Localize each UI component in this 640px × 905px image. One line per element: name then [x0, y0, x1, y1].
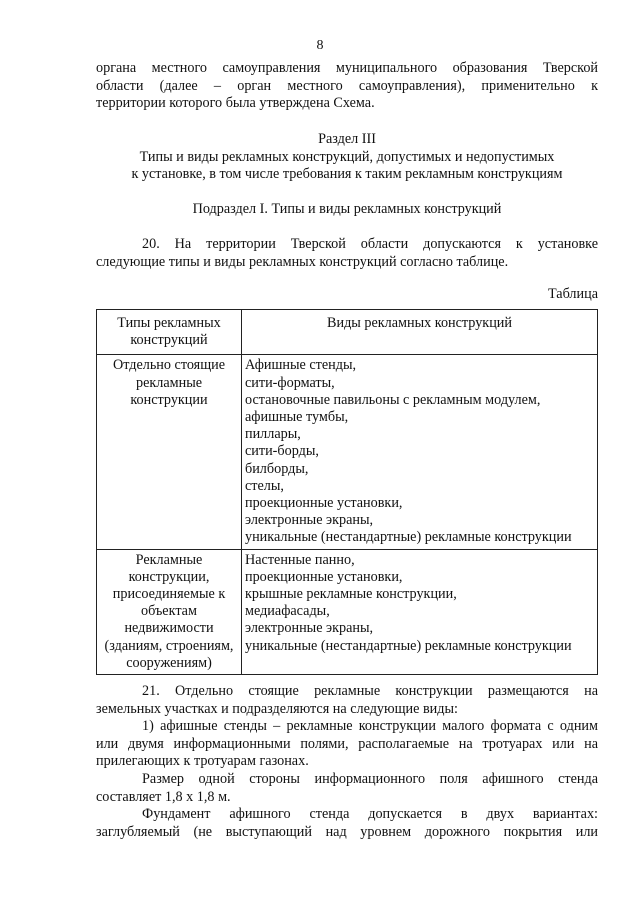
table-row [97, 549, 598, 674]
intro-line: органа местного самоуправления муниципального образования Тверской [96, 60, 598, 76]
intro-line: области (далее – орган местного самоуправления), применительно к [96, 77, 598, 94]
kind-item: Настенные панно, [245, 551, 355, 568]
paragraph-line: земельных участках и подразделяются на следующие виды: [96, 700, 458, 717]
paragraph-line: Размер одной стороны информационного поля афишного стенда [142, 771, 598, 787]
section-number: Раздел III [318, 131, 376, 147]
kind-item: электронные экраны, [245, 620, 374, 637]
table-header-kinds: Виды рекламных конструкций [242, 310, 598, 355]
kind-item: уникальные (нестандартные) рекламные конструкции [245, 529, 572, 546]
intro-paragraph [96, 60, 598, 113]
paragraph-line: Фундамент афишного стенда допускается в двух вариантах: [142, 806, 598, 822]
kind-item: билборды, [245, 460, 309, 477]
paragraph-line: составляет 1,8 х 1,8 м. [96, 788, 231, 805]
paragraph-20 [96, 236, 598, 271]
subsection-heading: Подраздел I. Типы и виды рекламных конструкций [192, 201, 502, 217]
kind-item: медиафасады, [245, 603, 330, 620]
constructions-table [96, 309, 598, 675]
table-cell-kinds [242, 355, 598, 549]
paragraph-21 [96, 683, 598, 718]
section-heading [96, 131, 598, 184]
kind-item: афишные тумбы, [245, 409, 349, 426]
table-row [97, 355, 598, 549]
table-cell-type: Рекламные конструкции, присоединяемые к объектам недвижимости (зданиям, строениям, сооружениям) [97, 549, 242, 674]
kind-item: остановочные павильоны с рекламным модулем, [245, 391, 541, 408]
table-label: Таблица [547, 286, 598, 302]
section-title-line: Типы и виды рекламных конструкций, допустимых и недопустимых [139, 148, 555, 165]
kind-item: стелы, [245, 477, 284, 494]
table-header-types: Типы рекламных конструкций [97, 310, 242, 355]
section-title-line: к установке, в том числе требования к таким рекламным конструкциям [131, 166, 563, 183]
kind-item: проекционные установки, [245, 568, 403, 585]
paragraph-line: или двумя информационными полями, располагаемые на тротуарах или на [96, 735, 598, 752]
paragraph-line: 1) афишные стенды – рекламные конструкции малого формата с одним [142, 718, 598, 734]
paragraph-line: 20. На территории Тверской области допускаются к установке [142, 236, 598, 252]
size-paragraph [96, 771, 598, 806]
kind-item: Афишные стенды, [245, 357, 357, 374]
page-number: 8 [316, 38, 324, 53]
foundation-paragraph [96, 806, 598, 841]
kind-item: сити-форматы, [245, 374, 335, 391]
kind-item: крышные рекламные конструкции, [245, 586, 457, 603]
table-cell-type: Отдельно стоящие рекламные конструкции [97, 355, 242, 549]
kind-item: пиллары, [245, 426, 301, 443]
paragraph-line: 21. Отдельно стоящие рекламные конструкции размещаются на [142, 683, 598, 699]
table-header-row [97, 310, 598, 355]
table-cell-kinds [242, 549, 598, 674]
paragraph-line: заглубляемый (не выступающий над уровнем дорожного покрытия или [96, 823, 598, 840]
paragraph-line: следующие типы и виды рекламных конструкций согласно таблице. [96, 253, 509, 270]
kind-item: проекционные установки, [245, 495, 403, 512]
kind-item: сити-борды, [245, 443, 319, 460]
kind-item: электронные экраны, [245, 512, 374, 529]
paragraph-line: прилегающих к тротуарам газонах. [96, 753, 309, 770]
kind-item: уникальные (нестандартные) рекламные конструкции [245, 637, 572, 654]
intro-line: территории которого была утверждена Схема. [96, 95, 375, 112]
item-1-paragraph [96, 718, 598, 771]
